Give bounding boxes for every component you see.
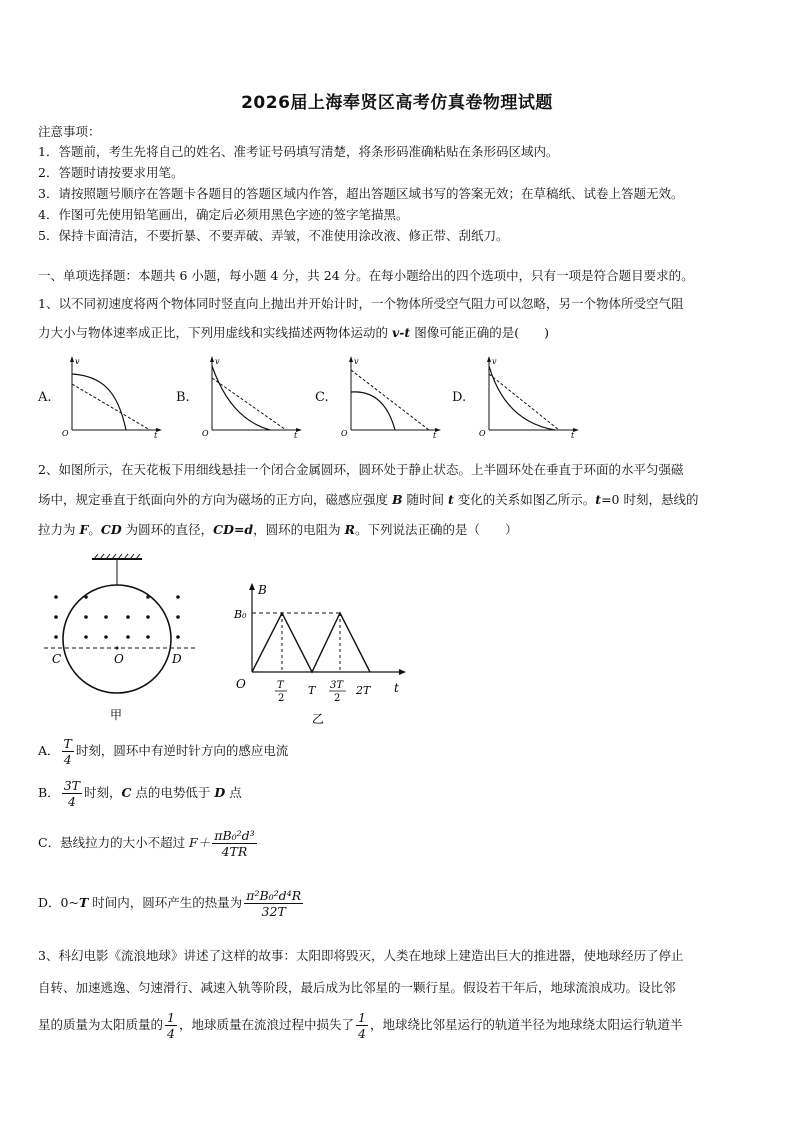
label-c: C xyxy=(52,652,62,666)
tick-t-half-num: T xyxy=(277,680,284,691)
fraction: $\frac{3T}{4}$ xyxy=(63,778,80,809)
q1-graph-b xyxy=(198,352,308,438)
notice-item-3: 3．请按照题号顺序在答题卡各题目的答题区域内作答，超出答题区域书写的答案无效；在草稿纸、试卷上答题无效。 xyxy=(38,186,684,201)
q2-option-a: A． $\frac{T}{4}$ 时刻，圆环中有逆时针方向的感应电流 xyxy=(38,736,289,767)
page-title: 2026届上海奉贤区高考仿真卷物理试题 xyxy=(241,93,553,113)
q3-line3: 星的质量为太阳质量的 $\frac{1}{4}$ ，地球质量在流浪过程中损失了 $\frac{1}{4}$ ，地球绕比邻星运行的轨道半径为地球绕太阳运行轨道半 xyxy=(38,1010,683,1041)
axis-v-label: v xyxy=(492,357,497,366)
q2-line1: 2、如图所示，在天花板下用细线悬挂一个闭合金属圆环，圆环处于静止状态。上半圆环处在垂直于环面的水平匀强磁 xyxy=(38,462,684,477)
figure-a-caption: 甲 xyxy=(110,708,123,722)
q1-line2: 力大小与物体速率成正比，下列用虚线和实线描述两物体运动的 v-t 图像可能正确的是( ) xyxy=(38,325,549,340)
axis-origin-label: O xyxy=(479,429,486,438)
axis-t-label: t xyxy=(571,431,575,438)
notice-item-5: 5．保持卡面清洁，不要折暴、不要弄破、弄皱，不准使用涂改液、修正带、刮纸刀。 xyxy=(38,228,509,243)
notice-item-1: 1．答题前，考生先将自己的姓名、准考证号码填写清楚，将条形码准确粘贴在条形码区域内。 xyxy=(38,144,559,159)
q1-option-b-label: B. xyxy=(176,390,190,405)
q2-line2: 场中，规定垂直于纸面向外的方向为磁场的正方向，磁感应强度 B 随时间 t 变化的关系如图乙所示。t=0 时刻，悬线的 xyxy=(38,492,699,507)
notice-item-4: 4．作图可先使用铅笔画出，确定后必须用黑色字迹的签字笔描黑。 xyxy=(38,207,409,222)
notice-item-2: 2．答题时请按要求用笔。 xyxy=(38,165,184,180)
q2-option-b: B． $\frac{3T}{4}$ 时刻，C 点的电势低于 D 点 xyxy=(38,778,242,809)
q1-option-d-label: D. xyxy=(452,390,467,405)
q2-line3: 拉力为 F。CD 为圆环的直径，CD=d，圆环的电阻为 R。下列说法正确的是（ ） xyxy=(38,522,518,537)
axis-t-label: t xyxy=(394,681,399,695)
q1-graph-a xyxy=(58,352,168,438)
axis-t-label: t xyxy=(154,431,158,438)
tick-3t-half-den: 2 xyxy=(334,693,341,704)
axis-v-label: v xyxy=(215,357,220,366)
q1-graph-d xyxy=(475,352,585,438)
axis-origin-label: O xyxy=(202,429,209,438)
label-d: D xyxy=(172,652,182,666)
axis-v-label: v xyxy=(354,357,359,366)
q2-option-c: C．悬线拉力的大小不超过 F＋ $\frac{\text{πB₀²d³}}{4TR}$ xyxy=(38,828,255,859)
axis-v-label: v xyxy=(75,357,80,366)
fraction: $\frac{1}{4}$ xyxy=(357,1010,366,1041)
axis-origin-label: O xyxy=(341,429,348,438)
q1-graph-c xyxy=(337,352,447,438)
figure-b-caption: 乙 xyxy=(312,712,325,726)
fraction: $\frac{\text{πB₀²d³}}{4TR}$ xyxy=(214,828,255,859)
section-heading: 一、单项选择题：本题共 6 小题，每小题 4 分，共 24 分。在每小题给出的四个选项中，只有一项是符合题目要求的。 xyxy=(38,268,694,283)
fraction: $\frac{T}{4}$ xyxy=(63,736,72,767)
label-o: O xyxy=(114,652,124,666)
b0-label: B₀ xyxy=(234,608,247,621)
notice-heading: 注意事项： xyxy=(38,124,101,139)
q1-option-a-label: A. xyxy=(38,390,52,405)
fraction: $\frac{1}{4}$ xyxy=(167,1010,175,1041)
axis-origin-label: O xyxy=(62,429,69,438)
tick-t: T xyxy=(308,684,316,697)
axis-t-label: t xyxy=(294,431,298,438)
q2-option-d: D．0~T 时间内，圆环产生的热量为 $\frac{\text{π²B₀²d⁴R}}{32T}$ xyxy=(38,888,302,919)
q3-line1: 3、科幻电影《流浪地球》讲述了这样的故事：太阳即将毁灭，人类在地球上建造出巨大的推进器，使地球经历了停止 xyxy=(38,948,684,963)
tick-3t-half-num: 3T xyxy=(330,680,344,691)
axis-t-label: t xyxy=(433,431,437,438)
q1-line1: 1、以不同初速度将两个物体同时竖直向上抛出并开始计时，一个物体所受空气阻力可以忽略，另一个物体所受空气阻 xyxy=(38,296,684,311)
fraction: $\frac{\text{π²B₀²d⁴R}}{32T}$ xyxy=(246,888,302,919)
q1-option-c-label: C. xyxy=(315,390,329,405)
q3-line2: 自转、加速逃逸、匀速滑行、减速入轨等阶段，最后成为比邻星的一颗行星。假设若干年后，地球流浪成功。设比邻 xyxy=(38,980,676,995)
q2-figure-b-graph xyxy=(228,580,408,728)
axis-b-label: B xyxy=(258,583,267,597)
tick-2t: 2T xyxy=(356,684,371,697)
q2-figure-ring xyxy=(38,553,208,723)
origin-label: O xyxy=(236,677,246,691)
tick-t-half-den: 2 xyxy=(278,693,285,704)
